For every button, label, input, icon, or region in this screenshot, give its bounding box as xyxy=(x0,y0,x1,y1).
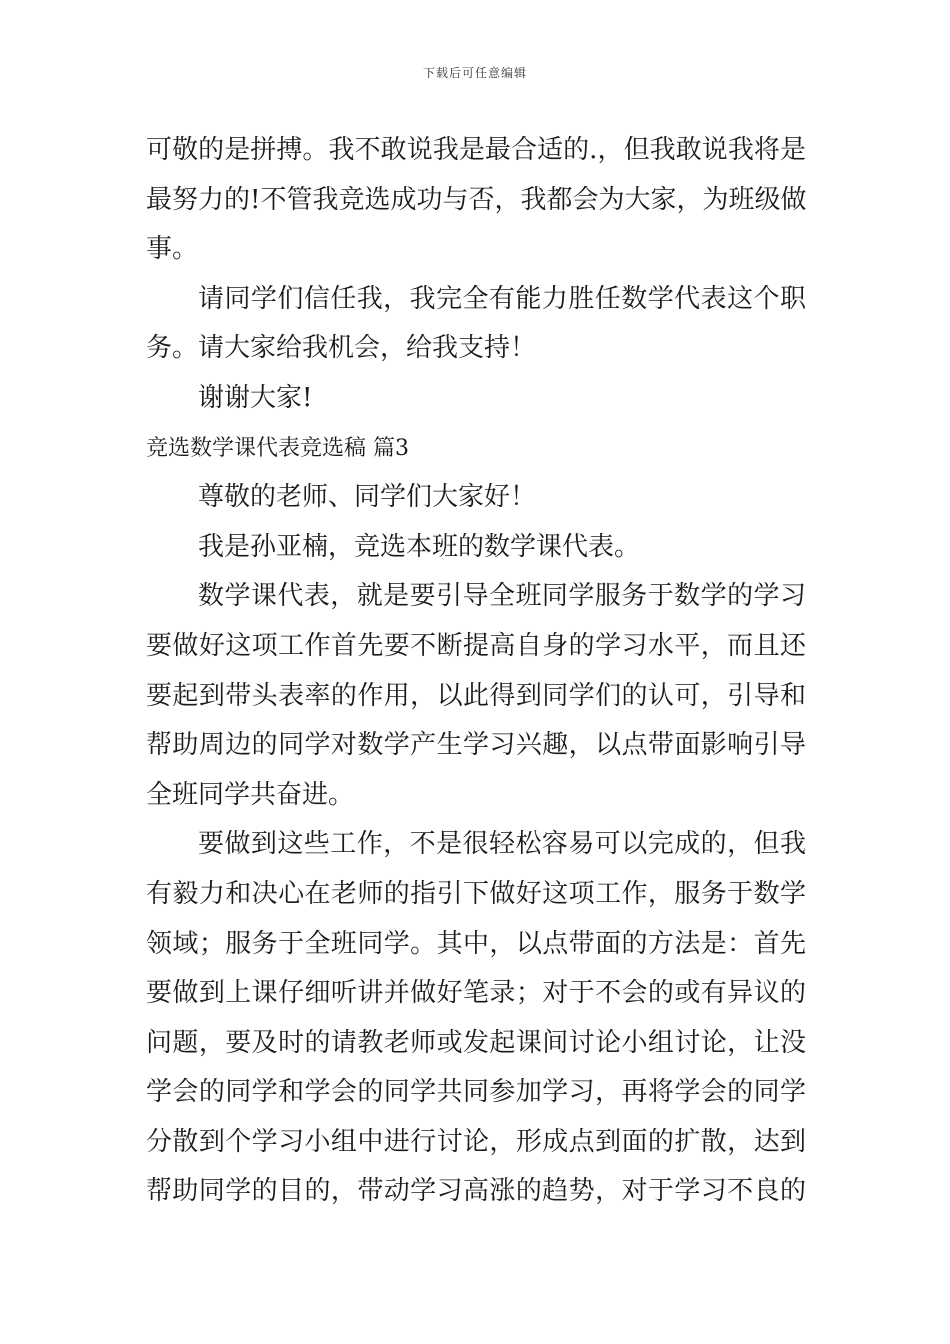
text-line: 问题，要及时的请教老师或发起课间讨论小组讨论，让没 xyxy=(146,1027,806,1058)
text-line: 领域；服务于全班同学。其中，以点带面的方法是：首先 xyxy=(146,928,806,959)
text-line: 数学课代表，就是要引导全班同学服务于数学的学习 xyxy=(198,581,806,612)
text-line: 要做好这项工作首先要不断提高自身的学习水平，而且还 xyxy=(146,630,806,661)
text-line: 要起到带头表率的作用，以此得到同学们的认可，引导和 xyxy=(146,680,806,711)
section-heading: 竞选数学课代表竞选稿 篇3 xyxy=(146,435,409,461)
text-line: 要做到这些工作，不是很轻松容易可以完成的，但我 xyxy=(198,829,806,860)
text-line: 学会的同学和学会的同学共同参加学习，再将学会的同学 xyxy=(146,1077,806,1108)
text-line: 全班同学共奋进。 xyxy=(146,779,355,810)
text-line: 事。 xyxy=(146,234,199,265)
text-line: 请同学们信任我，我完全有能力胜任数学代表这个职 xyxy=(198,283,806,314)
text-line: 要做到上课仔细听讲并做好笔录；对于不会的或有异议的 xyxy=(146,978,806,1009)
text-line: 最努力的!不管我竞选成功与否，我都会为大家，为班级做 xyxy=(146,184,807,215)
text-line: 分散到个学习小组中进行讨论，形成点到面的扩散，达到 xyxy=(146,1126,806,1157)
text-line: 尊敬的老师、同学们大家好！ xyxy=(198,482,537,513)
text-line: 务。请大家给我机会，给我支持！ xyxy=(146,333,537,364)
page-header-note: 下载后可任意编辑 xyxy=(422,66,527,80)
text-line: 帮助同学的目的，带动学习高涨的趋势，对于学习不良的 xyxy=(146,1176,806,1207)
document-body xyxy=(146,126,806,1217)
text-line: 帮助周边的同学对数学产生学习兴趣，以点带面影响引导 xyxy=(146,730,806,761)
text-line: 有毅力和决心在老师的指引下做好这项工作，服务于数学 xyxy=(146,878,806,909)
text-line: 我是孙亚楠，竞选本班的数学课代表。 xyxy=(198,531,641,562)
text-line: 谢谢大家! xyxy=(198,382,313,413)
text-line: 可敬的是拼搏。我不敢说我是最合适的.，但我敢说我将是 xyxy=(146,135,806,165)
